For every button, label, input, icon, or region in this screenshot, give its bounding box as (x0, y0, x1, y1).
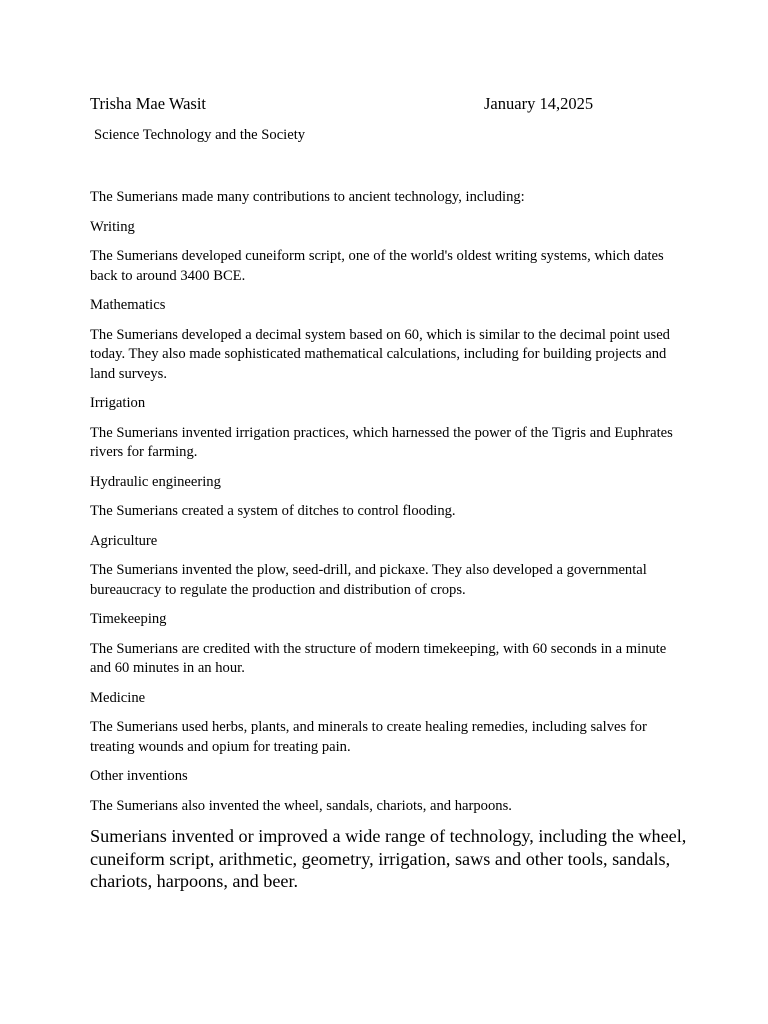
section-heading: Timekeeping (90, 611, 167, 627)
section-heading: Writing (90, 218, 135, 235)
section-paragraph: The Sumerians invented the plow, seed-drill, and pickaxe. They also developed a governmental bureaucracy to regulate the production and distribution of crops. (90, 562, 647, 598)
section-paragraph: The Sumerians are credited with the structure of modern timekeeping, with 60 seconds in a minute and 60 minutes in an hour. (90, 640, 667, 676)
document-body (90, 188, 682, 826)
section-paragraph: The Sumerians used herbs, plants, and minerals to create healing remedies, including salves for treating wounds and opium for treating pain. (90, 719, 647, 755)
section-heading: Mathematics (90, 297, 166, 313)
section-paragraph: The Sumerians also invented the wheel, sandals, chariots, and harpoons. (90, 797, 512, 814)
conclusion-paragraph: Sumerians invented or improved a wide range of technology, including the wheel, cuneiform script, arithmetic, geometry, irrigation, saws and other tools, sandals, chariots, harpoons, and beer. (90, 826, 687, 891)
section-heading: Irrigation (90, 395, 146, 411)
section-heading: Medicine (90, 689, 146, 706)
section-paragraph: The Sumerians invented irrigation practices, which harnessed the power of the Tigris and Euphrates rivers for farming. (90, 424, 673, 460)
section-paragraph: The Sumerians developed a decimal system based on 60, which is similar to the decimal point used today. They also made sophisticated mathematical calculations, including for building projects and land surveys. (90, 326, 670, 382)
author-name: Trisha Mae Wasit (90, 94, 207, 113)
section-heading: Agriculture (90, 532, 158, 549)
section-paragraph: The Sumerians created a system of ditches to control flooding. (90, 503, 456, 519)
course-title: Science Technology and the Society (94, 127, 306, 143)
section-paragraph: The Sumerians developed cuneiform script, one of the world's oldest writing systems, which dates back to around 3400 BCE. (90, 248, 664, 284)
section-heading: Other inventions (90, 768, 188, 784)
document-header (90, 94, 610, 116)
intro-paragraph: The Sumerians made many contributions to ancient technology, including: (90, 189, 525, 205)
section-heading: Hydraulic engineering (90, 473, 221, 490)
document-date: January 14,2025 (484, 94, 594, 113)
